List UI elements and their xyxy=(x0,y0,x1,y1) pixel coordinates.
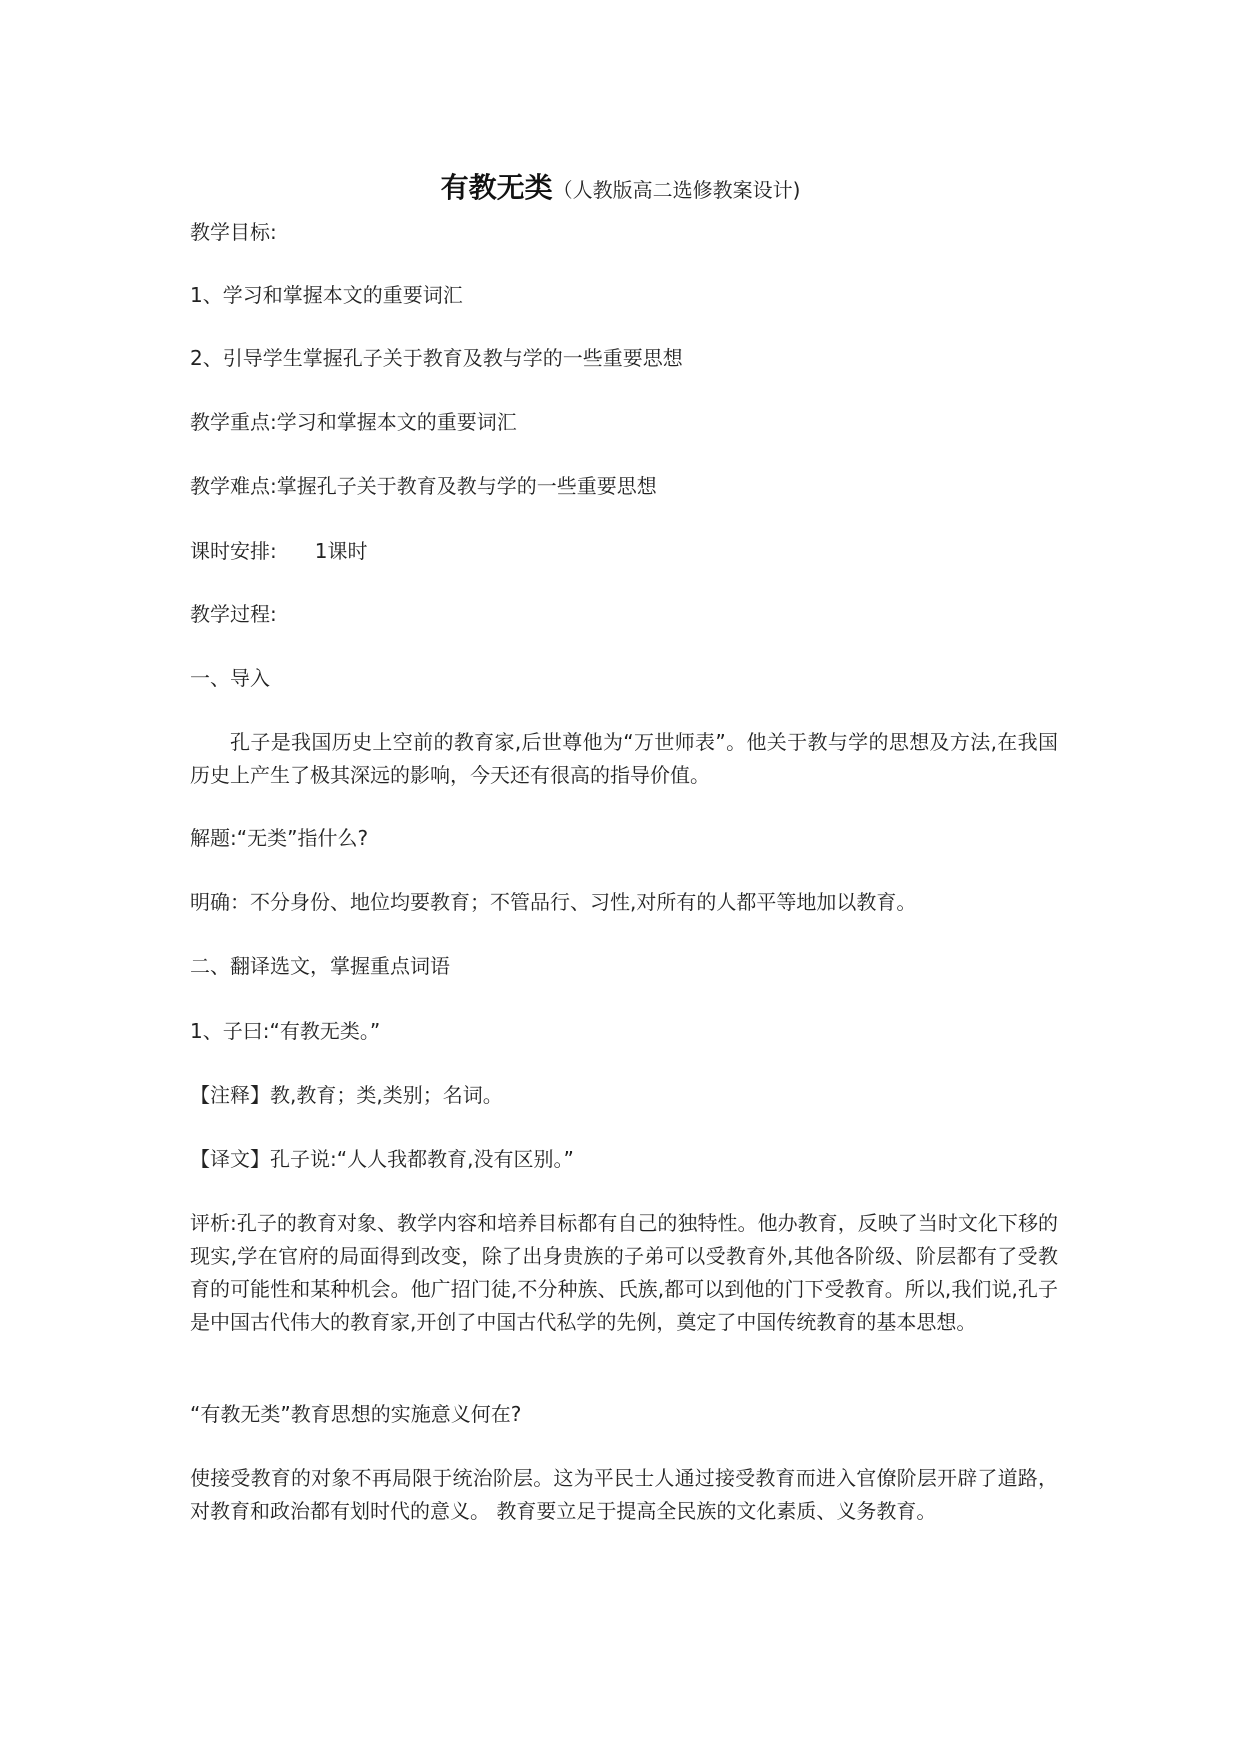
section-2-heading: 二、翻译选文，掌握重点词语 xyxy=(190,954,450,978)
schedule-value: 1课时 xyxy=(314,539,368,563)
schedule-label: 课时安排: xyxy=(190,539,277,563)
annotation: 【注释】教,教育；类,类别；名词。 xyxy=(190,1083,503,1107)
intro-paragraph: 孔子是我国历史上空前的教育家,后世尊他为“万世师表”。他关于教与学的思想及方法,在我国历史上产生了极其深远的影响，今天还有很高的指导价值。 xyxy=(190,730,1058,787)
key-point: 教学重点:学习和掌握本文的重要词汇 xyxy=(190,410,517,434)
title-main: 有教无类 xyxy=(440,171,553,204)
analysis-paragraph: 评析:孔子的教育对象、教学内容和培养目标都有自己的独特性。他办教育，反映了当时文化下移的现实,学在官府的局面得到改变，除了出身贵族的子弟可以受教育外,其他各阶级、阶层都有了受教育的可能性和某种机会。他广招门徒,不分种族、氏族,都可以到他的门下受教育。所以,我们说,孔子是中国古代伟大的教育家,开创了中国古代私学的先例，奠定了中国传统教育的基本思想。 xyxy=(190,1211,1058,1334)
objectives-heading: 教学目标: xyxy=(190,220,277,244)
difficult-point: 教学难点:掌握孔子关于教育及教与学的一些重要思想 xyxy=(190,474,657,498)
significance-question: “有教无类”教育思想的实施意义何在? xyxy=(190,1402,522,1426)
schedule xyxy=(190,535,367,567)
objective-2: 2、引导学生掌握孔子关于教育及教与学的一些重要思想 xyxy=(190,346,683,370)
title-subtitle: （人教版高二选修教案设计) xyxy=(552,178,801,202)
document-title xyxy=(0,166,1241,206)
section-1-heading: 一、导入 xyxy=(190,666,270,690)
process-heading: 教学过程: xyxy=(190,602,277,626)
objective-1: 1、学习和掌握本文的重要词汇 xyxy=(190,283,463,307)
answer-title: 明确：不分身份、地位均要教育；不管品行、习性,对所有的人都平等地加以教育。 xyxy=(190,890,917,914)
question-title: 解题:“无类”指什么? xyxy=(190,826,369,850)
translation: 【译文】孔子说:“人人我都教育,没有区别。” xyxy=(190,1147,574,1171)
significance-answer: 使接受教育的对象不再局限于统治阶层。这为平民士人通过接受教育而进入官僚阶层开辟了道路，对教育和政治都有划时代的意义。 教育要立足于提高全民族的文化素质、义务教育。 xyxy=(190,1466,1058,1523)
quote-1: 1、子曰:“有教无类。” xyxy=(190,1019,381,1043)
